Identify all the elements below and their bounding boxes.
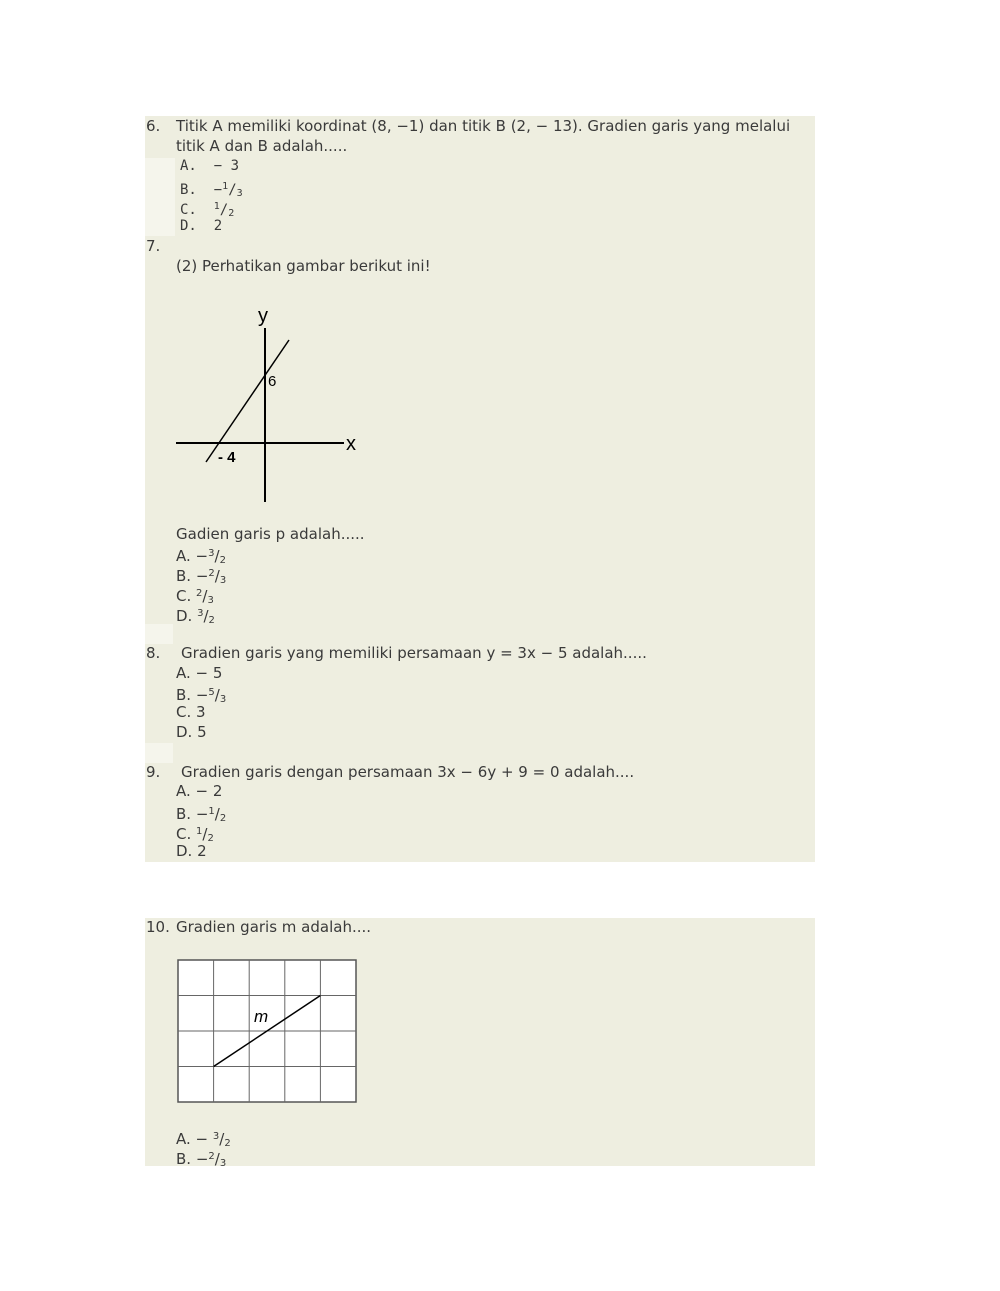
- option-value: − 5: [195, 664, 223, 682]
- q7-option-d[interactable]: D. $^3/_2$: [176, 607, 215, 626]
- q6-number: 6.: [146, 117, 161, 135]
- option-numerator: 3: [197, 608, 204, 619]
- option-indent-strip: [145, 158, 175, 236]
- option-letter: A.: [176, 664, 191, 682]
- option-value: − 2: [195, 782, 223, 800]
- option-denominator: 2: [228, 208, 235, 219]
- option-denominator: 2: [207, 833, 214, 844]
- option-numerator: 3: [208, 548, 215, 559]
- option-denominator: 3: [219, 575, 227, 586]
- q8-option-a[interactable]: [176, 664, 222, 683]
- option-numerator: 2: [196, 588, 203, 599]
- q8-number: 8.: [146, 644, 161, 662]
- option-letter: C.: [176, 825, 192, 843]
- line-m-label: m: [254, 1007, 269, 1026]
- option-numerator: 1: [196, 826, 203, 837]
- q9-option-b[interactable]: B. $-^1/_2$: [176, 805, 227, 824]
- q7-graph-figure: [172, 300, 372, 505]
- option-letter: D.: [180, 218, 197, 234]
- q7-option-a[interactable]: A. $-^3/_2$: [176, 547, 226, 566]
- option-sign: −: [195, 686, 209, 704]
- option-letter: B.: [176, 805, 192, 823]
- option-numerator: 1: [208, 806, 215, 817]
- option-letter: D.: [176, 723, 193, 741]
- option-denominator: 3: [219, 694, 227, 705]
- option-denominator: 3: [236, 188, 243, 199]
- option-denominator: 2: [219, 555, 226, 566]
- q6-option-d[interactable]: [180, 217, 222, 236]
- option-letter: D.: [176, 842, 193, 860]
- q9-option-d[interactable]: [176, 842, 207, 861]
- option-numerator: 2: [208, 1151, 215, 1162]
- q9-option-a[interactable]: [176, 782, 222, 801]
- option-sign: −: [195, 1130, 213, 1148]
- option-denominator: 2: [208, 615, 215, 626]
- option-sign: −: [213, 182, 223, 198]
- option-numerator: 5: [208, 687, 215, 698]
- option-letter: B.: [176, 567, 192, 585]
- x-axis-label: x: [346, 433, 356, 455]
- x-intercept-label: - 4: [218, 449, 236, 466]
- option-sign: −: [195, 1150, 209, 1168]
- option-denominator: 2: [219, 813, 227, 824]
- q8-option-c[interactable]: [176, 703, 206, 722]
- option-numerator: 1: [222, 181, 229, 192]
- q7-instruction: (2) Perhatikan gambar berikut ini!: [176, 257, 431, 275]
- q10-number: 10.: [146, 918, 170, 936]
- option-value: 2: [197, 842, 207, 860]
- q7-question: Gadien garis p adalah.....: [176, 525, 365, 543]
- q7-option-b[interactable]: B. $-^2/_3$: [176, 567, 227, 586]
- option-denominator: 3: [207, 595, 214, 606]
- q7-number: 7.: [146, 237, 161, 255]
- option-value: 2: [213, 218, 223, 234]
- option-letter: B.: [176, 686, 192, 704]
- q10-question: Gradien garis m adalah....: [176, 918, 372, 936]
- option-numerator: 1: [213, 201, 220, 212]
- y-intercept-label: 6: [268, 373, 277, 390]
- option-letter: C.: [176, 587, 192, 605]
- option-letter: A.: [180, 158, 197, 174]
- q8-option-b[interactable]: B. $-^5/_3$: [176, 686, 227, 705]
- panel-notch: [145, 743, 173, 763]
- option-sign: −: [195, 805, 209, 823]
- option-letter: B.: [180, 182, 197, 198]
- q9-option-c[interactable]: C. $^1/_2$: [176, 825, 214, 844]
- q8-question: Gradien garis yang memiliki persamaan y = 3x − 5 adalah.....: [181, 644, 647, 662]
- panel-notch: [145, 624, 173, 644]
- option-denominator: 3: [219, 1158, 227, 1169]
- option-value: 5: [197, 723, 207, 741]
- option-sign: −: [195, 567, 209, 585]
- option-sign: −: [195, 547, 209, 565]
- q6-line2: titik A dan B adalah.....: [176, 137, 348, 155]
- option-numerator: 3: [212, 1131, 220, 1142]
- option-letter: A.: [176, 782, 191, 800]
- option-value: 3: [196, 703, 206, 721]
- q10-option-b[interactable]: B. $-^2/_3$: [176, 1150, 227, 1169]
- q6-option-a[interactable]: [180, 157, 239, 176]
- q6-option-b[interactable]: B. $-^1/_3$: [180, 181, 243, 199]
- q6-line1: Titik A memiliki koordinat (8, −1) dan titik B (2, − 13). Gradien garis yang melalui: [176, 117, 791, 135]
- option-letter: C.: [180, 202, 197, 218]
- q9-number: 9.: [146, 763, 161, 781]
- q10-option-a[interactable]: A. − $^3/_2$: [176, 1130, 231, 1149]
- option-letter: B.: [176, 1150, 192, 1168]
- option-letter: D.: [176, 607, 193, 625]
- q9-question: Gradien garis dengan persamaan 3x − 6y + 9 = 0 adalah....: [181, 763, 635, 781]
- q8-option-d[interactable]: [176, 723, 207, 742]
- option-numerator: 2: [208, 568, 215, 579]
- option-letter: A.: [176, 547, 191, 565]
- q6-option-c[interactable]: C. $^1/_2$: [180, 201, 235, 219]
- option-denominator: 2: [224, 1138, 231, 1149]
- option-letter: C.: [176, 703, 192, 721]
- option-value: − 3: [213, 158, 240, 174]
- q7-option-c[interactable]: C. $^2/_3$: [176, 587, 214, 606]
- y-axis-label: y: [258, 305, 268, 327]
- option-letter: A.: [176, 1130, 191, 1148]
- q10-grid-figure: [176, 958, 360, 1106]
